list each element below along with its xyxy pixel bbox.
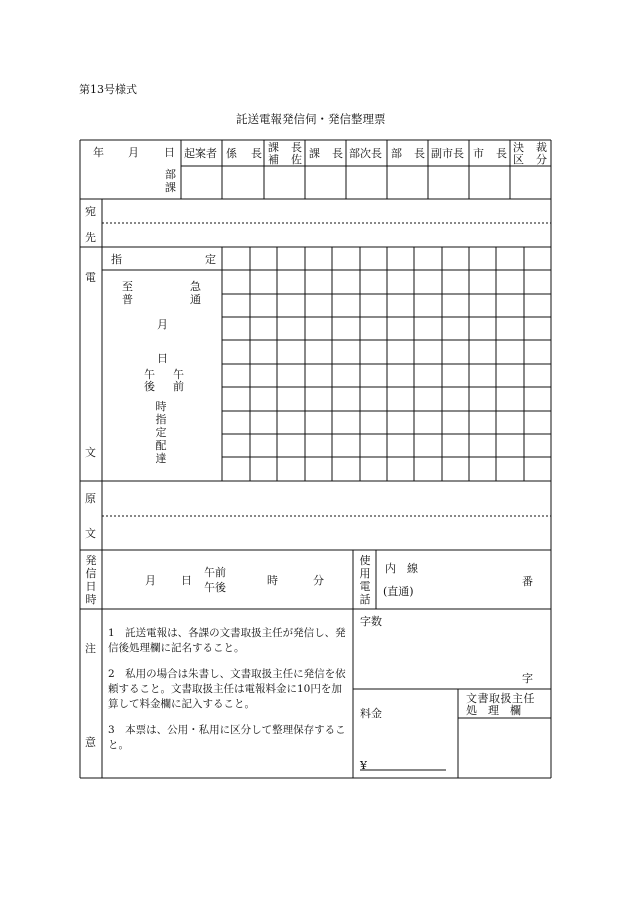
col-kahoza-3: 長	[291, 141, 302, 154]
col-bujicho: 部次長	[349, 147, 382, 160]
normal-tsu: 通	[190, 293, 201, 306]
designation-label-2: 定	[205, 253, 216, 266]
telegram-go-2: 午	[173, 368, 184, 381]
col-shicho-1: 市	[473, 147, 484, 160]
telegram-label-2: 文	[85, 446, 96, 459]
phone-extension: 内 線	[385, 562, 418, 575]
send-pm: 午後	[204, 581, 226, 594]
col-kahoza-1: 課	[268, 141, 279, 154]
note-item-2: 2 私用の場合は朱書し、文書取扱主任に発信を依頼すること。文書取扱主任は電報料金に10円を加算して料金欄に記入すること。	[108, 668, 346, 710]
col-kian: 起案者	[184, 147, 217, 160]
date-year-label: 年	[93, 146, 104, 159]
col-kacho-2: 長	[332, 147, 343, 160]
dept-bu-label: 部	[165, 168, 176, 181]
telegram-label-1: 電	[85, 271, 96, 284]
char-count-label: 字数	[360, 615, 382, 628]
col-fukushicho: 副市長	[431, 147, 464, 160]
address-label-2: 先	[85, 231, 96, 244]
original-label-2: 文	[85, 527, 96, 540]
time-designated-delivery: 時指定配達	[155, 400, 167, 465]
col-kessai-3: 区	[513, 153, 524, 166]
urgent-kyu: 急	[190, 280, 201, 293]
telegram-go-1: 午	[144, 368, 155, 381]
handler-label-2: 処 理 欄	[466, 704, 521, 717]
send-datetime-label: 発信日時	[85, 554, 97, 606]
send-day: 日	[181, 574, 192, 587]
normal-fu: 普	[122, 293, 133, 306]
telegram-pm: 後	[144, 380, 155, 393]
send-minute: 分	[313, 574, 324, 587]
date-day-label: 日	[164, 146, 175, 159]
send-am: 午前	[204, 566, 226, 579]
col-kakari-1: 係	[226, 147, 237, 160]
send-month: 月	[145, 574, 156, 587]
note-item-1: 1 託送電報は、各課の文書取扱主任が発信し、発信後処理欄に記名すること。	[108, 627, 346, 654]
char-count-unit: 字	[522, 672, 533, 685]
col-kessai-2: 裁	[536, 141, 547, 154]
address-label-1: 宛	[85, 205, 96, 218]
phone-number-suffix: 番	[522, 575, 533, 588]
send-hour: 時	[267, 574, 278, 587]
yen-symbol: ¥	[360, 759, 367, 772]
date-month-label: 月	[128, 146, 139, 159]
col-kacho-1: 課	[309, 147, 320, 160]
telegram-day: 日	[157, 352, 168, 365]
original-label-1: 原	[85, 492, 96, 505]
col-kahoza-2: 補	[268, 153, 279, 166]
urgent-shi: 至	[122, 280, 133, 293]
dept-ka-label: 課	[165, 181, 176, 194]
notes-label-2: 意	[85, 736, 96, 749]
form-title: 託送電報発信伺・発信整理票	[236, 112, 386, 126]
designation-label-1: 指	[111, 253, 122, 266]
form-number: 第13号様式	[79, 83, 137, 96]
col-kessai-4: 分	[536, 153, 547, 166]
phone-direct: (直通)	[383, 585, 414, 598]
col-shicho-2: 長	[496, 147, 507, 160]
telegram-month: 月	[157, 318, 168, 331]
col-bucho-2: 長	[414, 147, 425, 160]
col-kahoza-4: 佐	[291, 153, 302, 166]
col-kessai-1: 決	[513, 141, 524, 154]
note-item-3: 3 本票は、公用・私用に区分して整理保存すること。	[108, 724, 346, 751]
col-kakari-2: 長	[251, 147, 262, 160]
telegram-am: 前	[173, 380, 184, 393]
notes-list	[108, 626, 348, 753]
phone-label: 使用電話	[359, 554, 371, 606]
handler-label-1: 文書取扱主任	[466, 692, 535, 705]
notes-label-1: 注	[85, 642, 96, 655]
fee-label: 料金	[360, 707, 382, 720]
col-bucho-1: 部	[391, 147, 402, 160]
